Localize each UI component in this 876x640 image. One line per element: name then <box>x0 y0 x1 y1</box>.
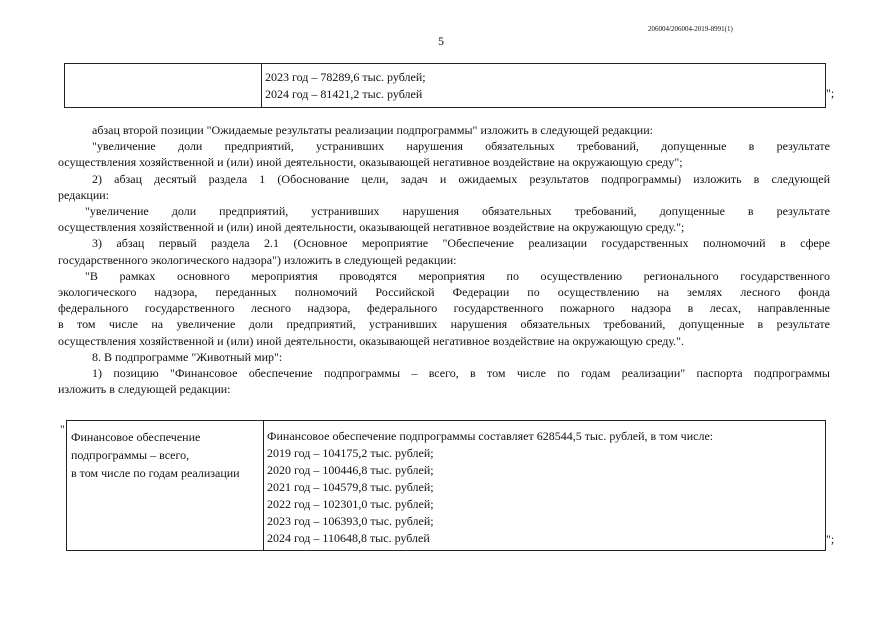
funding-table-continuation <box>64 63 826 108</box>
paragraph-line: осуществления хозяйственной и (или) иной деятельности, оказывающей негативное воздействие на окружающую среду."; <box>58 220 685 235</box>
page-number: 5 <box>438 34 444 48</box>
paragraph-line: государственного экологического надзора") изложить в следующей редакции: <box>58 252 457 267</box>
paragraph-line: 2) абзац десятый раздела 1 (Обоснование цели, задач и ожидаемых результатов подпрограммы) изложить в следующей <box>92 171 830 186</box>
table-line: 2023 год – 78289,6 тыс. рублей; <box>265 70 426 84</box>
table-label-cell <box>71 428 240 482</box>
table-line: 2022 год – 102301,0 тыс. рублей; <box>267 497 434 511</box>
paragraph-line: абзац второй позиции "Ожидаемые результаты реализации подпрограммы" изложить в следующей редакции: <box>92 123 653 137</box>
closing-quote-mark: "; <box>826 86 835 100</box>
table-line: Финансовое обеспечение подпрограммы составляет 628544,5 тыс. рублей, в том числе: <box>267 429 714 443</box>
section-heading: 8. В подпрограмме "Животный мир": <box>92 349 283 364</box>
paragraph-line: осуществления хозяйственной и (или) иной деятельности, оказывающей негативное воздействие на окружающую среду"; <box>58 155 683 170</box>
paragraph-line: редакции: <box>58 187 110 202</box>
label-line: Финансовое обеспечение <box>71 430 201 444</box>
label-line: в том числе по годам реализации <box>71 466 240 480</box>
paragraph-line: изложить в следующей редакции: <box>58 382 231 397</box>
document-id: 206004/206004-2019-8991(1) <box>648 25 733 33</box>
table-line: 2021 год – 104579,8 тыс. рублей; <box>267 480 434 494</box>
funding-table <box>66 420 826 551</box>
table-cell-values <box>265 69 426 103</box>
document-body <box>58 122 830 397</box>
paragraph-line: 3) абзац первый раздела 2.1 (Основное мероприятие "Обеспечение реализации государственных полномочий в сфере <box>92 236 830 251</box>
opening-quote-mark: " <box>60 422 65 436</box>
table-line: 2019 год – 104175,2 тыс. рублей; <box>267 446 434 460</box>
paragraph-line: экологического надзора, переданных полномочий Российской Федерации по осуществлению на землях лесного фонда <box>58 285 830 300</box>
paragraph-line: осуществления хозяйственной и (или) иной деятельности, оказывающей негативное воздействие на окружающую среду.". <box>58 333 685 348</box>
paragraph-line: "увеличение доли предприятий, устранивших нарушения обязательных требований, допущенные в результате <box>85 204 830 219</box>
table-line: 2020 год – 100446,8 тыс. рублей; <box>267 463 434 477</box>
paragraph-line: федерального государственного лесного надзора, федерального государственного пожарного надзора в лесах, направленные <box>58 301 830 316</box>
paragraph-line: "увеличение доли предприятий, устранивших нарушения обязательных требований, допущенные в результате <box>92 139 830 154</box>
paragraph-line: в том числе на увеличение доли предприятий, устранивших нарушения обязательных требований, допущенные в результате <box>58 317 830 332</box>
closing-quote-mark: "; <box>826 532 835 546</box>
table-line: 2024 год – 110648,8 тыс. рублей <box>267 531 430 545</box>
paragraph-line: "В рамках основного мероприятия проводятся мероприятия по осуществлению регионального государственного <box>85 268 830 283</box>
table-cell-values <box>267 428 713 547</box>
table-column-divider <box>263 421 264 550</box>
label-line: подпрограммы – всего, <box>71 448 190 462</box>
paragraph-line: 1) позицию "Финансовое обеспечение подпрограммы – всего, в том числе по годам реализации" паспорта подпрограммы <box>92 366 830 381</box>
table-line: 2024 год – 81421,2 тыс. рублей <box>265 87 423 101</box>
table-column-divider <box>261 64 262 107</box>
table-line: 2023 год – 106393,0 тыс. рублей; <box>267 514 434 528</box>
